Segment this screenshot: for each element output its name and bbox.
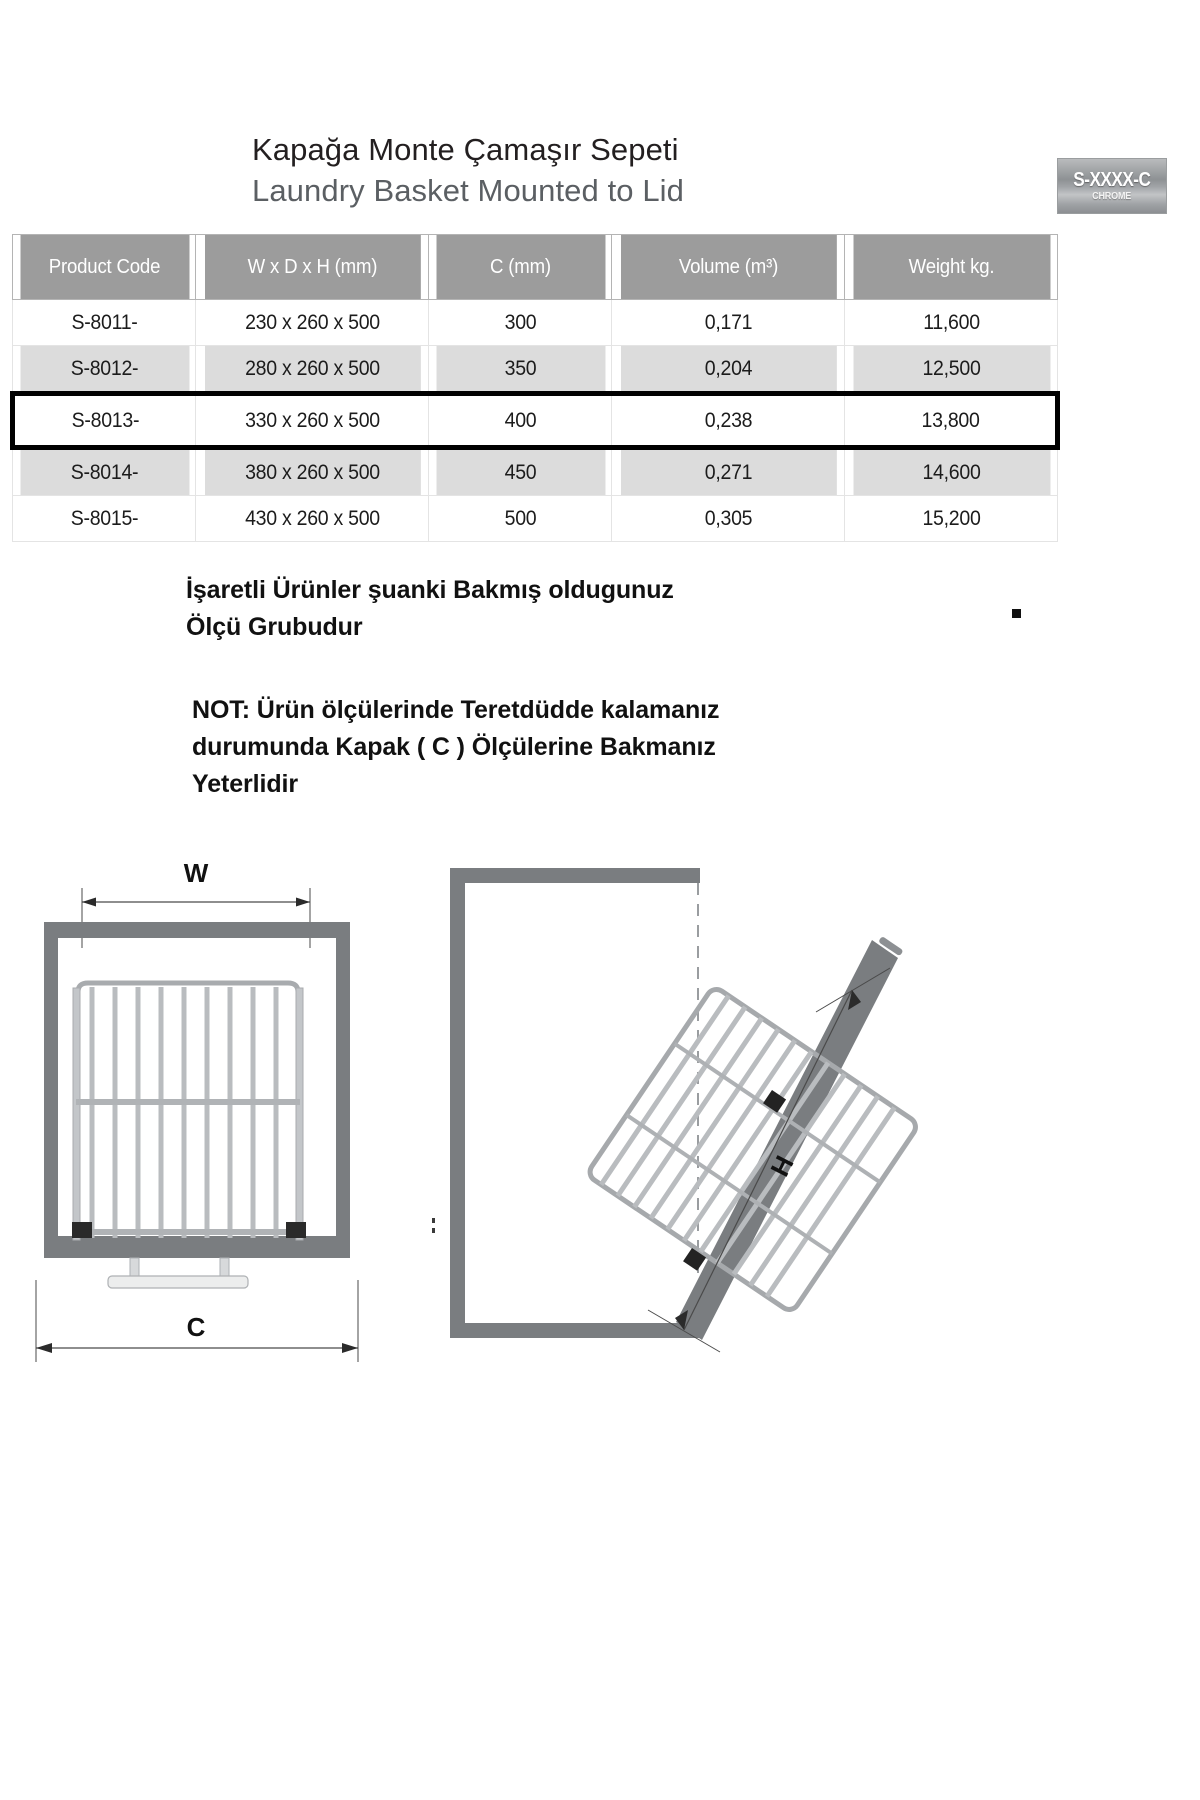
wire-basket-side bbox=[586, 986, 919, 1314]
cell-c: 500 bbox=[435, 496, 605, 542]
badge-product-code: S-XXXX-C bbox=[1073, 168, 1151, 191]
dimension-c bbox=[36, 1280, 358, 1362]
table-row bbox=[13, 496, 1058, 542]
badge-finish-label: CHROME bbox=[1092, 190, 1132, 202]
cell-weight: 12,500 bbox=[852, 346, 1050, 394]
marked-note-line-1: İşaretli Ürünler şuanki Bakmış oldugunuz bbox=[186, 576, 674, 604]
cell-weight: 13,800 bbox=[852, 394, 1050, 448]
cell-c: 400 bbox=[435, 394, 605, 448]
side-view-drawing bbox=[420, 840, 960, 1380]
column-header-volume: Volume (m³) bbox=[620, 235, 837, 300]
cell-c: 350 bbox=[435, 346, 605, 394]
chrome-finish-badge bbox=[1057, 158, 1167, 214]
measurement-warning-note bbox=[192, 692, 852, 803]
title-block bbox=[252, 130, 972, 212]
cell-dimensions: 330 x 260 x 500 bbox=[204, 394, 421, 448]
cell-product-code: S-8015- bbox=[19, 496, 189, 542]
cell-product-code: S-8013- bbox=[19, 394, 189, 448]
cabinet-frame-side bbox=[450, 868, 700, 1338]
cell-product-code: S-8012- bbox=[19, 346, 189, 394]
wire-basket-front bbox=[72, 983, 306, 1240]
specification-table bbox=[10, 234, 1060, 542]
table-header-row bbox=[13, 235, 1058, 300]
page-title-en: Laundry Basket Mounted to Lid bbox=[252, 173, 685, 208]
table-header bbox=[13, 235, 1058, 300]
marked-note-line-2: Ölçü Grubudur bbox=[186, 613, 363, 641]
cell-volume: 0,271 bbox=[620, 448, 837, 496]
cell-volume: 0,305 bbox=[620, 496, 837, 542]
table-row bbox=[13, 448, 1058, 496]
column-header-c: C (mm) bbox=[435, 235, 605, 300]
cell-weight: 15,200 bbox=[852, 496, 1050, 542]
cell-dimensions: 380 x 260 x 500 bbox=[204, 448, 421, 496]
table-row bbox=[13, 346, 1058, 394]
dimension-w-label: W bbox=[183, 858, 209, 888]
cell-c: 450 bbox=[435, 448, 605, 496]
cell-product-code: S-8014- bbox=[19, 448, 189, 496]
column-header-product-code: Product Code bbox=[19, 235, 189, 300]
dimension-c-label: C bbox=[186, 1312, 206, 1342]
page-title-tr: Kapağa Monte Çamaşır Sepeti bbox=[252, 132, 679, 167]
cell-product-code: S-8011- bbox=[19, 300, 189, 346]
dimension-h-label: H bbox=[764, 1150, 800, 1182]
cell-volume: 0,171 bbox=[620, 300, 837, 346]
technical-drawings bbox=[0, 840, 1200, 1400]
cell-volume: 0,238 bbox=[620, 394, 837, 448]
column-header-weight: Weight kg. bbox=[852, 235, 1050, 300]
warning-note-line-3: Yeterlidir bbox=[192, 770, 298, 798]
warning-note-line-1: NOT: Ürün ölçülerinde Teretdüdde kalamanız bbox=[192, 696, 720, 724]
decorative-dot bbox=[1012, 609, 1021, 618]
cell-dimensions: 280 x 260 x 500 bbox=[204, 346, 421, 394]
table-row bbox=[13, 300, 1058, 346]
lid-panel bbox=[676, 936, 904, 1340]
marked-products-note bbox=[186, 572, 826, 646]
column-header-dimensions: W x D x H (mm) bbox=[204, 235, 421, 300]
front-view-drawing bbox=[20, 840, 380, 1380]
cell-weight: 11,600 bbox=[852, 300, 1050, 346]
cell-volume: 0,204 bbox=[620, 346, 837, 394]
warning-note-line-2: durumunda Kapak ( C ) Ölçülerine Bakmanız bbox=[192, 733, 716, 761]
table-body bbox=[13, 300, 1058, 542]
table-row-highlighted bbox=[13, 394, 1058, 448]
cabinet-handle bbox=[108, 1258, 248, 1288]
cell-dimensions: 430 x 260 x 500 bbox=[204, 496, 421, 542]
document-header bbox=[0, 130, 1200, 240]
cell-weight: 14,600 bbox=[852, 448, 1050, 496]
cell-c: 300 bbox=[435, 300, 605, 346]
wall-tick-marker bbox=[432, 1218, 435, 1233]
cell-dimensions: 230 x 260 x 500 bbox=[204, 300, 421, 346]
